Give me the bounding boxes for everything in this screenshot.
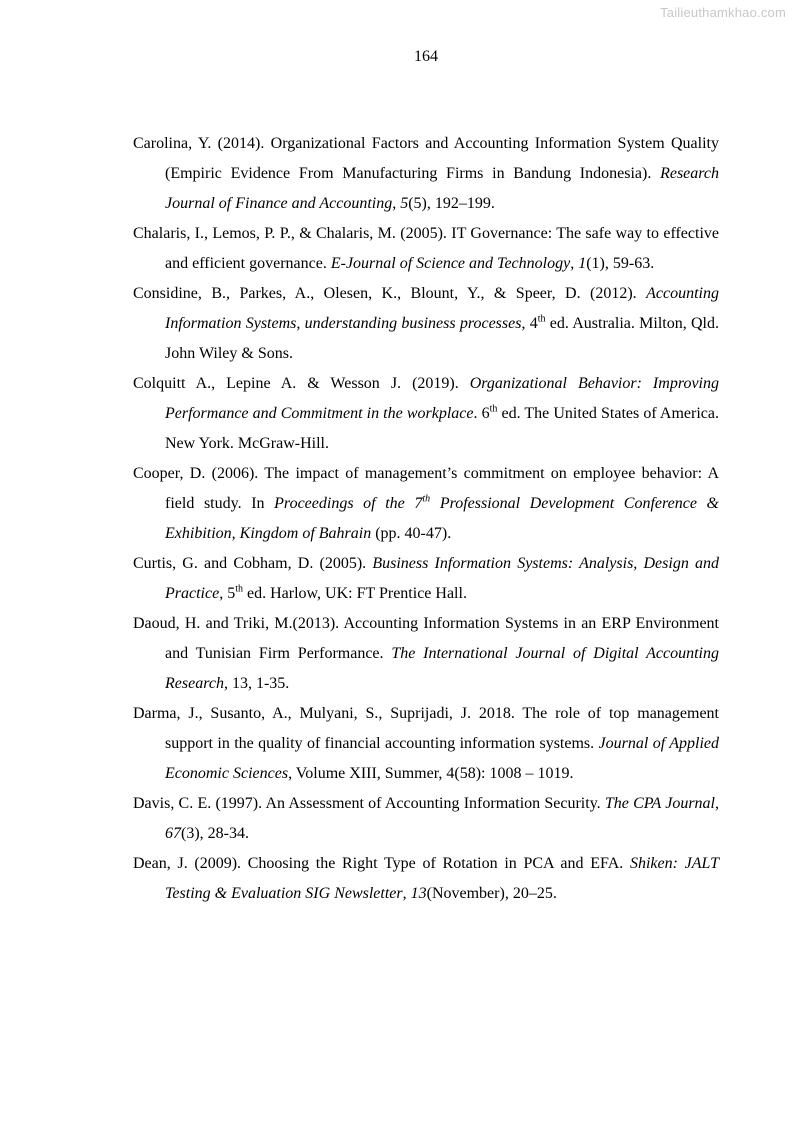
italic-text: Organizational Behavior: Improving Performance and Commitment in the workplace (165, 375, 719, 422)
watermark: Tailieuthamkhao.com (660, 5, 786, 20)
reference-text: (November), 20–25. (426, 885, 557, 902)
reference-entry (133, 849, 719, 909)
italic-text: 13 (410, 885, 427, 902)
reference-text: (5), 192–199. (408, 195, 495, 212)
italic-text: Proceedings of the 7 (274, 495, 423, 512)
italic-text: Accounting Information Systems, understanding business processes (165, 285, 719, 332)
reference-text: Chalaris, I., Lemos, P. P., & Chalaris, M. (2005). IT Governance: The safe way to effective and efficient governance. (133, 225, 719, 272)
reference-text: ed. Harlow, UK: FT Prentice Hall. (242, 585, 467, 602)
reference-entry (133, 279, 719, 369)
reference-entry (133, 369, 719, 459)
reference-text: , (392, 195, 401, 212)
reference-text: (pp. 40-47). (371, 525, 452, 542)
reference-text: (1), 59-63. (586, 255, 655, 272)
italic-text: The International Journal of Digital Accounting Research (165, 645, 720, 692)
reference-text: , 4 (521, 315, 538, 332)
italic-text: Shiken: JALT Testing & Evaluation SIG Newsletter (165, 855, 719, 902)
reference-text: Carolina, Y. (2014). Organizational Factors and Accounting Information System Quality (Empiric Evidence From Manufacturing Firms in Bandung Indonesia). (133, 135, 719, 182)
italic-text: Research Journal of Finance and Accounting (165, 165, 719, 212)
reference-entry (133, 549, 719, 609)
reference-entry (133, 459, 719, 549)
reference-text: Davis, C. E. (1997). An Assessment of Accounting Information Security. (133, 795, 605, 812)
reference-entry (133, 129, 719, 219)
reference-text: , (402, 885, 411, 902)
italic-text: 1 (578, 255, 587, 272)
reference-text: (3), 28-34. (181, 825, 249, 842)
reference-text: , 13, 1-35. (223, 675, 290, 692)
italic-text: 67 (165, 825, 181, 842)
reference-text: Considine, B., Parkes, A., Olesen, K., Blount, Y., & Speer, D. (2012). (133, 285, 647, 302)
reference-entry (133, 609, 719, 699)
reference-text: Darma, J., Susanto, A., Mulyani, S., Suprijadi, J. 2018. The role of top management support in the quality of financial accounting information systems. (133, 705, 719, 752)
reference-text: Colquitt A., Lepine A. & Wesson J. (2019). (133, 375, 470, 392)
reference-text: . 6 (473, 405, 490, 422)
superscript-text: th (422, 493, 431, 505)
reference-text: ed. The United States of America. New York. McGraw-Hill. (165, 405, 719, 452)
reference-text: Cooper, D. (2006). The impact of management’s commitment on employee behavior: A field study. In (133, 465, 719, 512)
reference-text: ed. Australia. Milton, Qld. John Wiley & Sons. (165, 315, 719, 362)
reference-text: , (570, 255, 579, 272)
reference-text: , 5 (219, 585, 236, 602)
italic-text: Journal of Applied Economic Sciences (165, 735, 719, 782)
superscript-text: th (235, 583, 243, 595)
reference-text: , (715, 795, 719, 812)
reference-entry (133, 219, 719, 279)
reference-text: Daoud, H. and Triki, M.(2013). Accounting Information Systems in an ERP Environment and Tunisian Firm Performance. (133, 615, 719, 662)
reference-entry (133, 699, 719, 789)
reference-text: Curtis, G. and Cobham, D. (2005). (133, 555, 373, 572)
superscript-text: th (489, 403, 498, 415)
page-number: 164 (414, 48, 438, 65)
italic-text: Professional Development Conference & Exhibition, Kingdom of Bahrain (165, 495, 719, 542)
italic-text: The CPA Journal (604, 795, 715, 812)
italic-text: 5 (400, 195, 409, 212)
reference-text: , Volume XIII, Summer, 4(58): 1008 – 1019. (288, 765, 574, 782)
italic-text: Business Information Systems: Analysis, Design and Practice (165, 555, 720, 602)
superscript-text: th (537, 313, 546, 325)
italic-text: E-Journal of Science and Technology (330, 255, 571, 272)
reference-entry (133, 789, 719, 849)
reference-list (133, 129, 719, 909)
reference-text: Dean, J. (2009). Choosing the Right Type of Rotation in PCA and EFA. (133, 855, 630, 872)
